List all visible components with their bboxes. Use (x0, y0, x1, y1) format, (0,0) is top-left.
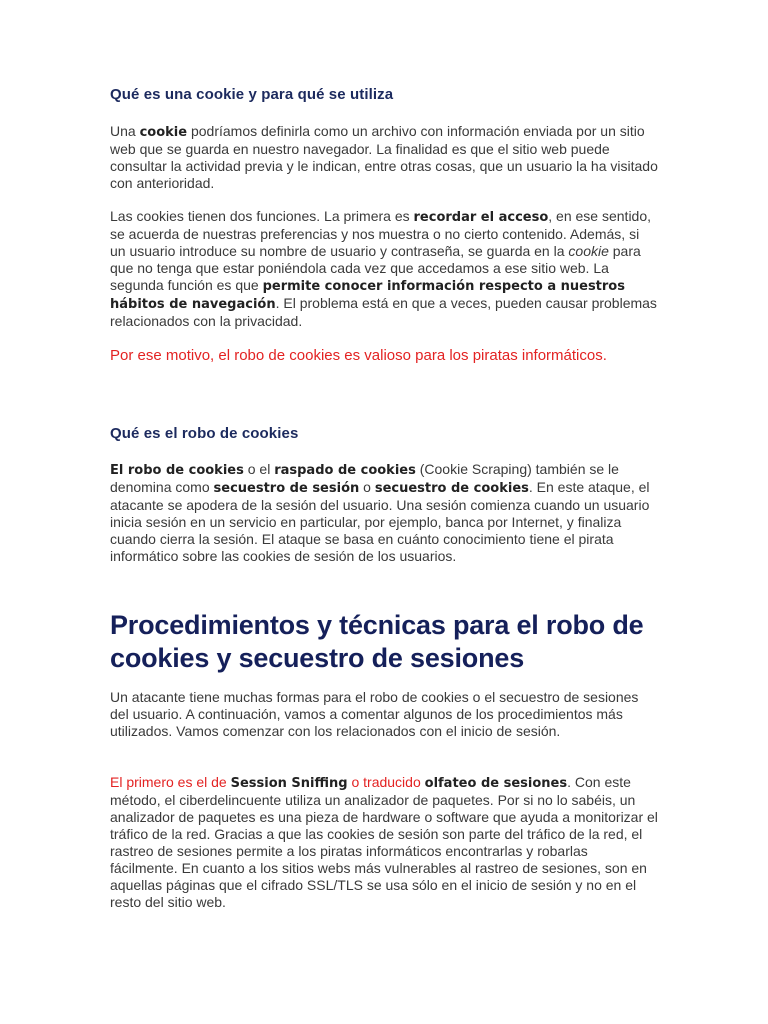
heading-robo-cookies: Qué es el robo de cookies (110, 425, 299, 442)
text-run: Una (110, 123, 140, 139)
bold-run: El robo de cookies (110, 463, 244, 478)
text-run: Las cookies tienen dos funciones. La primera es (110, 208, 414, 224)
paragraph-session-sniffing (110, 774, 658, 911)
bold-run: recordar el acceso (413, 210, 549, 225)
bold-run: permite conocer información respecto a nuestros hábitos de navegación (110, 279, 625, 312)
main-title: Procedimientos y técnicas para el robo de cookies y secuestro de sesiones (110, 610, 644, 673)
text-run: . En este ataque, el atacante se apodera de la sesión del usuario. Una sesión comienza cuando un usuario inicia sesión en un servicio en particular, por ejemplo, banca por Internet, y finaliza cuando cierra la sesión. El ataque se basa en cuánto conocimiento tiene el pirata informático sobre las cookies de sesión de los usuarios. (110, 479, 650, 564)
paragraph-intro-procedimientos: Un atacante tiene muchas formas para el robo de cookies o el secuestro de sesiones del usuario. A continuación, vamos a comentar algunos de los procedimientos más utilizados. Vamos comenzar con los relacionados con el inicio de sesión. (110, 689, 639, 739)
callout-red: Por ese motivo, el robo de cookies es valioso para los piratas informáticos. (110, 347, 607, 364)
paragraph-cookie-definition (110, 123, 658, 192)
red-text-run: o traducido (347, 774, 425, 790)
red-bold-run: Session Sniffing (230, 776, 348, 791)
text-run: . El problema está en que a veces, pueden causar problemas relacionados con la privacidad. (110, 295, 657, 329)
bold-run: raspado de cookies (274, 463, 416, 478)
text-run: o (359, 479, 375, 495)
text-run: para que no tenga que estar poniéndola cada vez que accedamos a ese sitio web. La segunda función es que (110, 243, 641, 293)
paragraph-cookie-functions (110, 208, 658, 330)
text-run: , en ese sentido, se acuerda de nuestras preferencias y nos muestra o no cierto contenido. Además, si un usuario introduce su nombre de usuario y contraseña, se guarda en la (110, 208, 652, 259)
bold-run: secuestro de cookies (374, 481, 529, 496)
text-run: . Con este método, el ciberdelincuente utiliza un analizador de paquetes. Por si no lo sabéis, un analizador de paquetes es una pieza de hardware o software que ayuda a monitorizar el tráfico de la red. Gracias a que las cookies de sesión son parte del tráfico de la red, el rastreo de sesiones permite a los piratas informáticos encontrarlas y robarlas fácilmente. En cuanto a los sitios webs más vulnerables al rastreo de sesiones, son en aquellas páginas que el cifrado SSL/TLS se usa sólo en el inicio de sesión y no en el resto del sitio web. (110, 774, 658, 910)
italic-run: cookie (568, 243, 609, 259)
bold-run: secuestro de sesión (213, 481, 360, 496)
text-run: (Cookie Scraping) también se le denomina como (110, 461, 619, 495)
red-bold-run: olfateo de sesiones (424, 776, 568, 791)
red-text-run: El primero es el de (110, 774, 231, 790)
bold-run: cookie (139, 125, 188, 140)
text-run: o el (243, 461, 275, 477)
heading-que-es-cookie: Qué es una cookie y para qué se utiliza (110, 86, 394, 103)
paragraph-robo-cookies (110, 461, 658, 565)
text-run: podríamos definirla como un archivo con información enviada por un sitio web que se guarda en nuestro navegador. La finalidad es que el sitio web puede consultar la actividad previa y le indican, entre otras cosas, que un usuario la ha visitado con anterioridad. (110, 123, 658, 191)
